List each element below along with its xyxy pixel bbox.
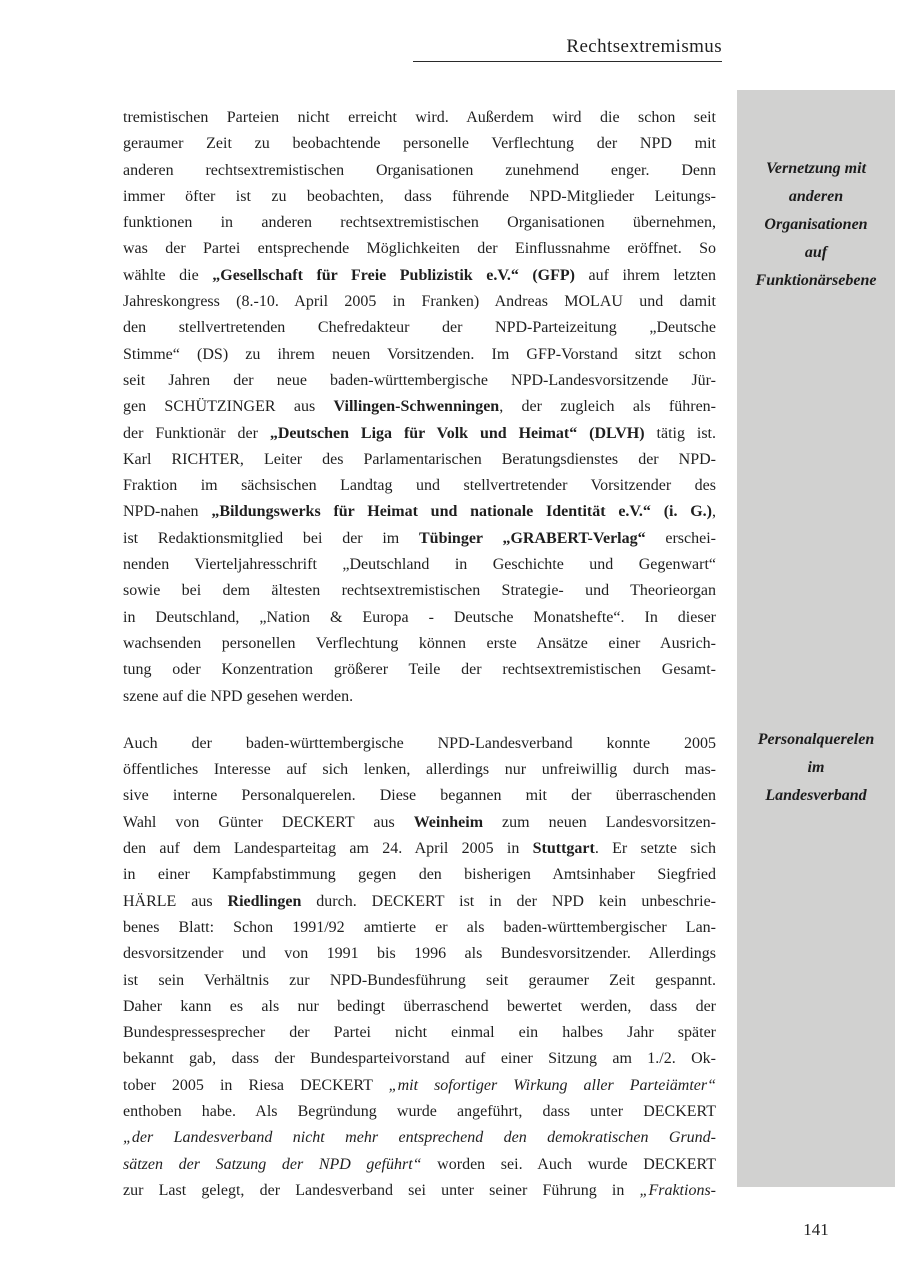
text-line: immer öfter ist zu beobachten, dass führende NPD-Mitglieder Leitungs- xyxy=(123,187,716,205)
text-line: desvorsitzender und von 1991 bis 1996 als Bundesvorsitzender. Allerdings xyxy=(123,945,716,963)
text-line: in Deutschland, „Nation & Europa - Deutsche Monatshefte“. In dieser xyxy=(123,608,716,626)
margin-note-personnel xyxy=(737,726,895,810)
text-line: ist Redaktionsmitglied bei der im Tübinger „GRABERT-Verlag“ erschei- xyxy=(123,529,716,547)
text-line: tober 2005 in Riesa DECKERT „mit sofortiger Wirkung aller Parteiämter“ xyxy=(123,1076,717,1094)
text-line: nenden Vierteljahresschrift „Deutschland in Geschichte und Gegenwart“ xyxy=(123,556,716,574)
text-line: gen SCHÜTZINGER aus Villingen-Schwenningen, der zugleich als führen- xyxy=(123,398,716,416)
margin-note-line: anderen xyxy=(788,188,844,205)
margin-note-line: Organisationen xyxy=(764,216,868,233)
text-line: anderen rechtsextremistischen Organisationen zunehmend enger. Denn xyxy=(123,161,716,179)
text-line: sive interne Personalquerelen. Diese begannen mit der überraschenden xyxy=(123,787,716,805)
text-line: Daher kann es als nur bedingt überraschend bewertet werden, dass der xyxy=(123,997,716,1015)
text-line: was der Partei entsprechende Möglichkeiten der Einflussnahme eröffnet. So xyxy=(123,240,716,258)
page-header-title: Rechtsextremismus xyxy=(413,36,722,62)
text-line: zur Last gelegt, der Landesverband sei unter seiner Führung in „Fraktions- xyxy=(123,1181,716,1199)
paragraph xyxy=(123,105,716,710)
text-line: sowie bei dem ältesten rechtsextremistischen Strategie- und Theorieorgan xyxy=(123,582,716,600)
text-line: benes Blatt: Schon 1991/92 amtierte er als baden-württembergischer Lan- xyxy=(123,918,716,936)
text-line: in einer Kampfabstimmung gegen den bisherigen Amtsinhaber Siegfried xyxy=(123,866,716,884)
text-line: seit Jahren der neue baden-württembergische NPD-Landesvorsitzende Jür- xyxy=(123,371,716,389)
text-line: Jahreskongress (8.-10. April 2005 in Franken) Andreas MOLAU und damit xyxy=(123,293,716,311)
text-line: „der Landesverband nicht mehr entsprechend den demokratischen Grund- xyxy=(123,1129,716,1147)
text-line: öffentliches Interesse auf sich lenken, allerdings nur unfreiwillig durch mas- xyxy=(123,761,716,779)
text-line: Fraktion im sächsischen Landtag und stellvertretender Vorsitzender des xyxy=(123,477,716,495)
text-line: wachsenden personellen Verflechtung können erste Ansätze einer Ausrich- xyxy=(123,634,716,652)
text-line: funktionen in anderen rechtsextremistischen Organisationen übernehmen, xyxy=(123,214,716,232)
margin-note-line: Personalquerelen xyxy=(757,731,875,748)
text-line: Stimme“ (DS) zu ihrem neuen Vorsitzenden. Im GFP-Vorstand sitzt schon xyxy=(123,345,716,363)
text-line: Wahl von Günter DECKERT aus Weinheim zum neuen Landesvorsitzen- xyxy=(123,813,716,831)
margin-note-line: auf xyxy=(804,244,828,261)
text-line: HÄRLE aus Riedlingen durch. DECKERT ist in der NPD kein unbeschrie- xyxy=(123,892,717,910)
text-line: bekannt gab, dass der Bundesparteivorstand auf einer Sitzung am 1./2. Ok- xyxy=(123,1050,716,1068)
margin-note-networking xyxy=(737,155,895,295)
paragraph xyxy=(123,731,716,1204)
text-line: den stellvertretenden Chefredakteur der NPD-Parteizeitung „Deutsche xyxy=(123,319,716,337)
margin-note-line: Landesverband xyxy=(765,787,867,804)
margin-note-line: im xyxy=(807,759,825,776)
text-line: ist sein Verhältnis zur NPD-Bundesführung seit geraumer Zeit gespannt. xyxy=(123,971,716,989)
text-line: Bundespressesprecher der Partei nicht einmal ein halbes Jahr später xyxy=(123,1024,716,1042)
margin-note-line: Vernetzung mit xyxy=(765,160,867,177)
text-line: NPD-nahen „Bildungswerks für Heimat und nationale Identität e.V.“ (i. G.), xyxy=(123,503,716,521)
body-text xyxy=(123,105,716,1204)
text-line: wählte die „Gesellschaft für Freie Publizistik e.V.“ (GFP) auf ihrem letzten xyxy=(123,266,716,284)
text-line: tremistischen Parteien nicht erreicht wird. Außerdem wird die schon seit xyxy=(123,109,716,126)
text-line: den auf dem Landesparteitag am 24. April 2005 in Stuttgart. Er setzte sich xyxy=(123,840,716,858)
text-line: geraumer Zeit zu beobachtende personelle Verflechtung der NPD mit xyxy=(123,135,716,153)
text-line: tung oder Konzentration größerer Teile der rechtsextremistischen Gesamt- xyxy=(123,661,716,679)
text-line: Auch der baden-württembergische NPD-Landesverband konnte 2005 xyxy=(123,734,716,752)
text-line: Karl RICHTER, Leiter des Parlamentarischen Beratungsdienstes der NPD- xyxy=(123,450,716,468)
text-line: szene auf die NPD gesehen werden. xyxy=(123,687,354,705)
page-number: 141 xyxy=(803,1220,829,1239)
text-line: der Funktionär der „Deutschen Liga für Volk und Heimat“ (DLVH) tätig ist. xyxy=(123,424,717,442)
text-line: sätzen der Satzung der NPD geführt“ worden sei. Auch wurde DECKERT xyxy=(123,1155,716,1173)
margin-note-line: Funktionärsebene xyxy=(755,272,877,289)
text-line: enthoben habe. Als Begründung wurde angeführt, dass unter DECKERT xyxy=(123,1102,716,1120)
